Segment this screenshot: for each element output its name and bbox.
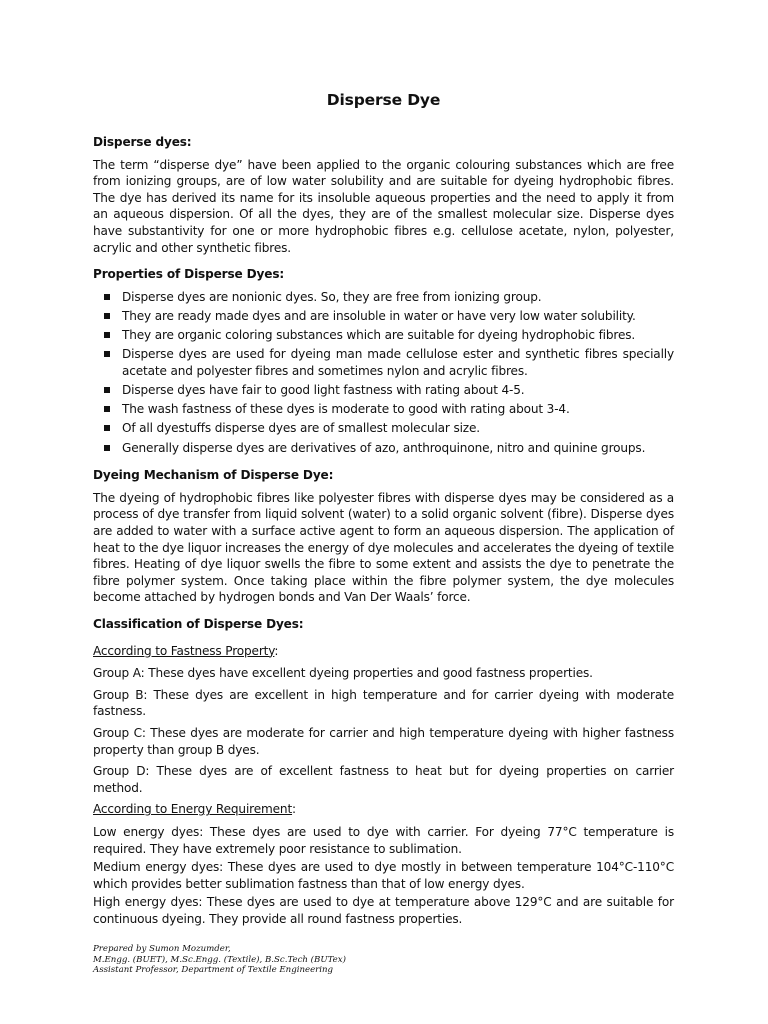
- bullet-icon: [104, 387, 110, 393]
- document-body: [93, 88, 674, 933]
- list-item: [93, 440, 674, 457]
- fastness-group-a: Group A: These dyes have excellent dyeing properties and good fastness properties.: [93, 666, 593, 681]
- list-item-text: The wash fastness of these dyes is moderate to good with rating about 3-4.: [122, 402, 570, 417]
- section-heading-properties: Properties of Disperse Dyes:: [93, 267, 285, 282]
- subheading-fastness-text: According to Fastness Property: [93, 643, 275, 658]
- subheading-energy: [93, 801, 674, 818]
- footer-line-position: Assistant Professor, Department of Textile Engineering: [93, 965, 334, 975]
- fastness-group-d: Group D: These dyes are of excellent fastness to heat but for dyeing properties on carrier method.: [93, 764, 674, 795]
- list-item-text: Disperse dyes have fair to good light fastness with rating about 4-5.: [122, 383, 525, 398]
- list-item-text: They are organic coloring substances which are suitable for dyeing hydrophobic fibres.: [122, 328, 636, 343]
- fastness-group-b: Group B: These dyes are excellent in high temperature and for carrier dyeing with moderate fastness.: [93, 687, 674, 719]
- list-item: [93, 382, 674, 399]
- section-heading-mechanism: Dyeing Mechanism of Disperse Dye:: [93, 468, 334, 483]
- bullet-icon: [104, 294, 110, 300]
- list-item: [93, 420, 674, 437]
- list-item-text: They are ready made dyes and are insoluble in water or have very low water solubility.: [122, 308, 636, 323]
- list-item-text: Generally disperse dyes are derivatives of azo, anthroquinone, nitro and quinine groups.: [122, 440, 646, 455]
- list-item: [93, 308, 674, 325]
- subheading-colon: :: [292, 802, 296, 817]
- fastness-group-c: Group C: These dyes are moderate for carrier and high temperature dyeing with higher fastness property than group B dyes.: [93, 725, 674, 757]
- intro-paragraph: The term “disperse dye” have been applied to the organic colouring substances which are free from ionizing groups, are of low water solubility and are suitable for dyeing hydrophobic fibres. The dye has derived its name for its insoluble aqueous properties and the need to apply it from an aqueous dispersion. Of all the dyes, they are of the smallest molecular size. Disperse dyes have substantivity for one or more hydrophobic fibres e.g. cellulose acetate, nylon, polyester, acrylic and other synthetic fibres.: [93, 157, 674, 255]
- section-heading-classification: Classification of Disperse Dyes:: [93, 617, 304, 631]
- bullet-icon: [104, 332, 110, 338]
- author-footer: [93, 944, 513, 976]
- bullet-icon: [104, 313, 110, 319]
- list-item: [93, 401, 674, 418]
- list-item: [93, 327, 674, 344]
- section-heading-disperse-dyes: Disperse dyes:: [93, 135, 192, 149]
- energy-group-high: High energy dyes: These dyes are used to dye at temperature above 129°C and are suitable for continuous dyeing. They provide all round fastness properties.: [93, 895, 674, 926]
- subheading-colon: :: [274, 643, 279, 658]
- bullet-icon: [104, 351, 110, 357]
- bullet-icon: [104, 425, 110, 431]
- document-title: Disperse Dye: [326, 91, 441, 109]
- subheading-energy-text: According to Energy Requirement: [93, 802, 293, 817]
- footer-line-author: Prepared by Sumon Mozumder,: [93, 944, 231, 954]
- list-item-text: Disperse dyes are used for dyeing man made cellulose ester and synthetic fibres specially acetate and polyester fibres and sometimes nylon and acrylic fibres.: [122, 347, 674, 378]
- energy-group-low: Low energy dyes: These dyes are used to dye with carrier. For dyeing 77°C temperature is required. They have extremely poor resistance to sublimation.: [93, 824, 674, 856]
- properties-list: [93, 289, 674, 457]
- list-item-text: Disperse dyes are nonionic dyes. So, they are free from ionizing group.: [122, 289, 542, 304]
- bullet-icon: [104, 445, 110, 451]
- mechanism-paragraph: The dyeing of hydrophobic fibres like polyester fibres with disperse dyes may be considered as a process of dye transfer from liquid solvent (water) to a solid organic solvent (fibre). Disperse dyes are added to water with a surface active agent to form an aqueous dispersion. The application of heat to the dye liquor increases the energy of dye molecules and accelerates the dyeing of textile fibres. Heating of dye liquor swells the fibre to some extent and assists the dye to penetrate the fibre polymer system. Once taking place within the fibre polymer system, the dye molecules become attached by hydrogen bonds and Van Der Waals’ force.: [93, 490, 674, 605]
- subheading-fastness: [93, 643, 674, 660]
- footer-line-degrees: M.Engg. (BUET), M.Sc.Engg. (Textile), B.Sc.Tech (BUTex): [93, 954, 346, 965]
- list-item: [93, 346, 674, 379]
- energy-group-medium: Medium energy dyes: These dyes are used to dye mostly in between temperature 104°C-110°C which provides better sublimation fastness than that of low energy dyes.: [93, 860, 674, 891]
- list-item-text: Of all dyestuffs disperse dyes are of smallest molecular size.: [122, 421, 480, 436]
- list-item: [93, 289, 674, 306]
- bullet-icon: [104, 406, 110, 412]
